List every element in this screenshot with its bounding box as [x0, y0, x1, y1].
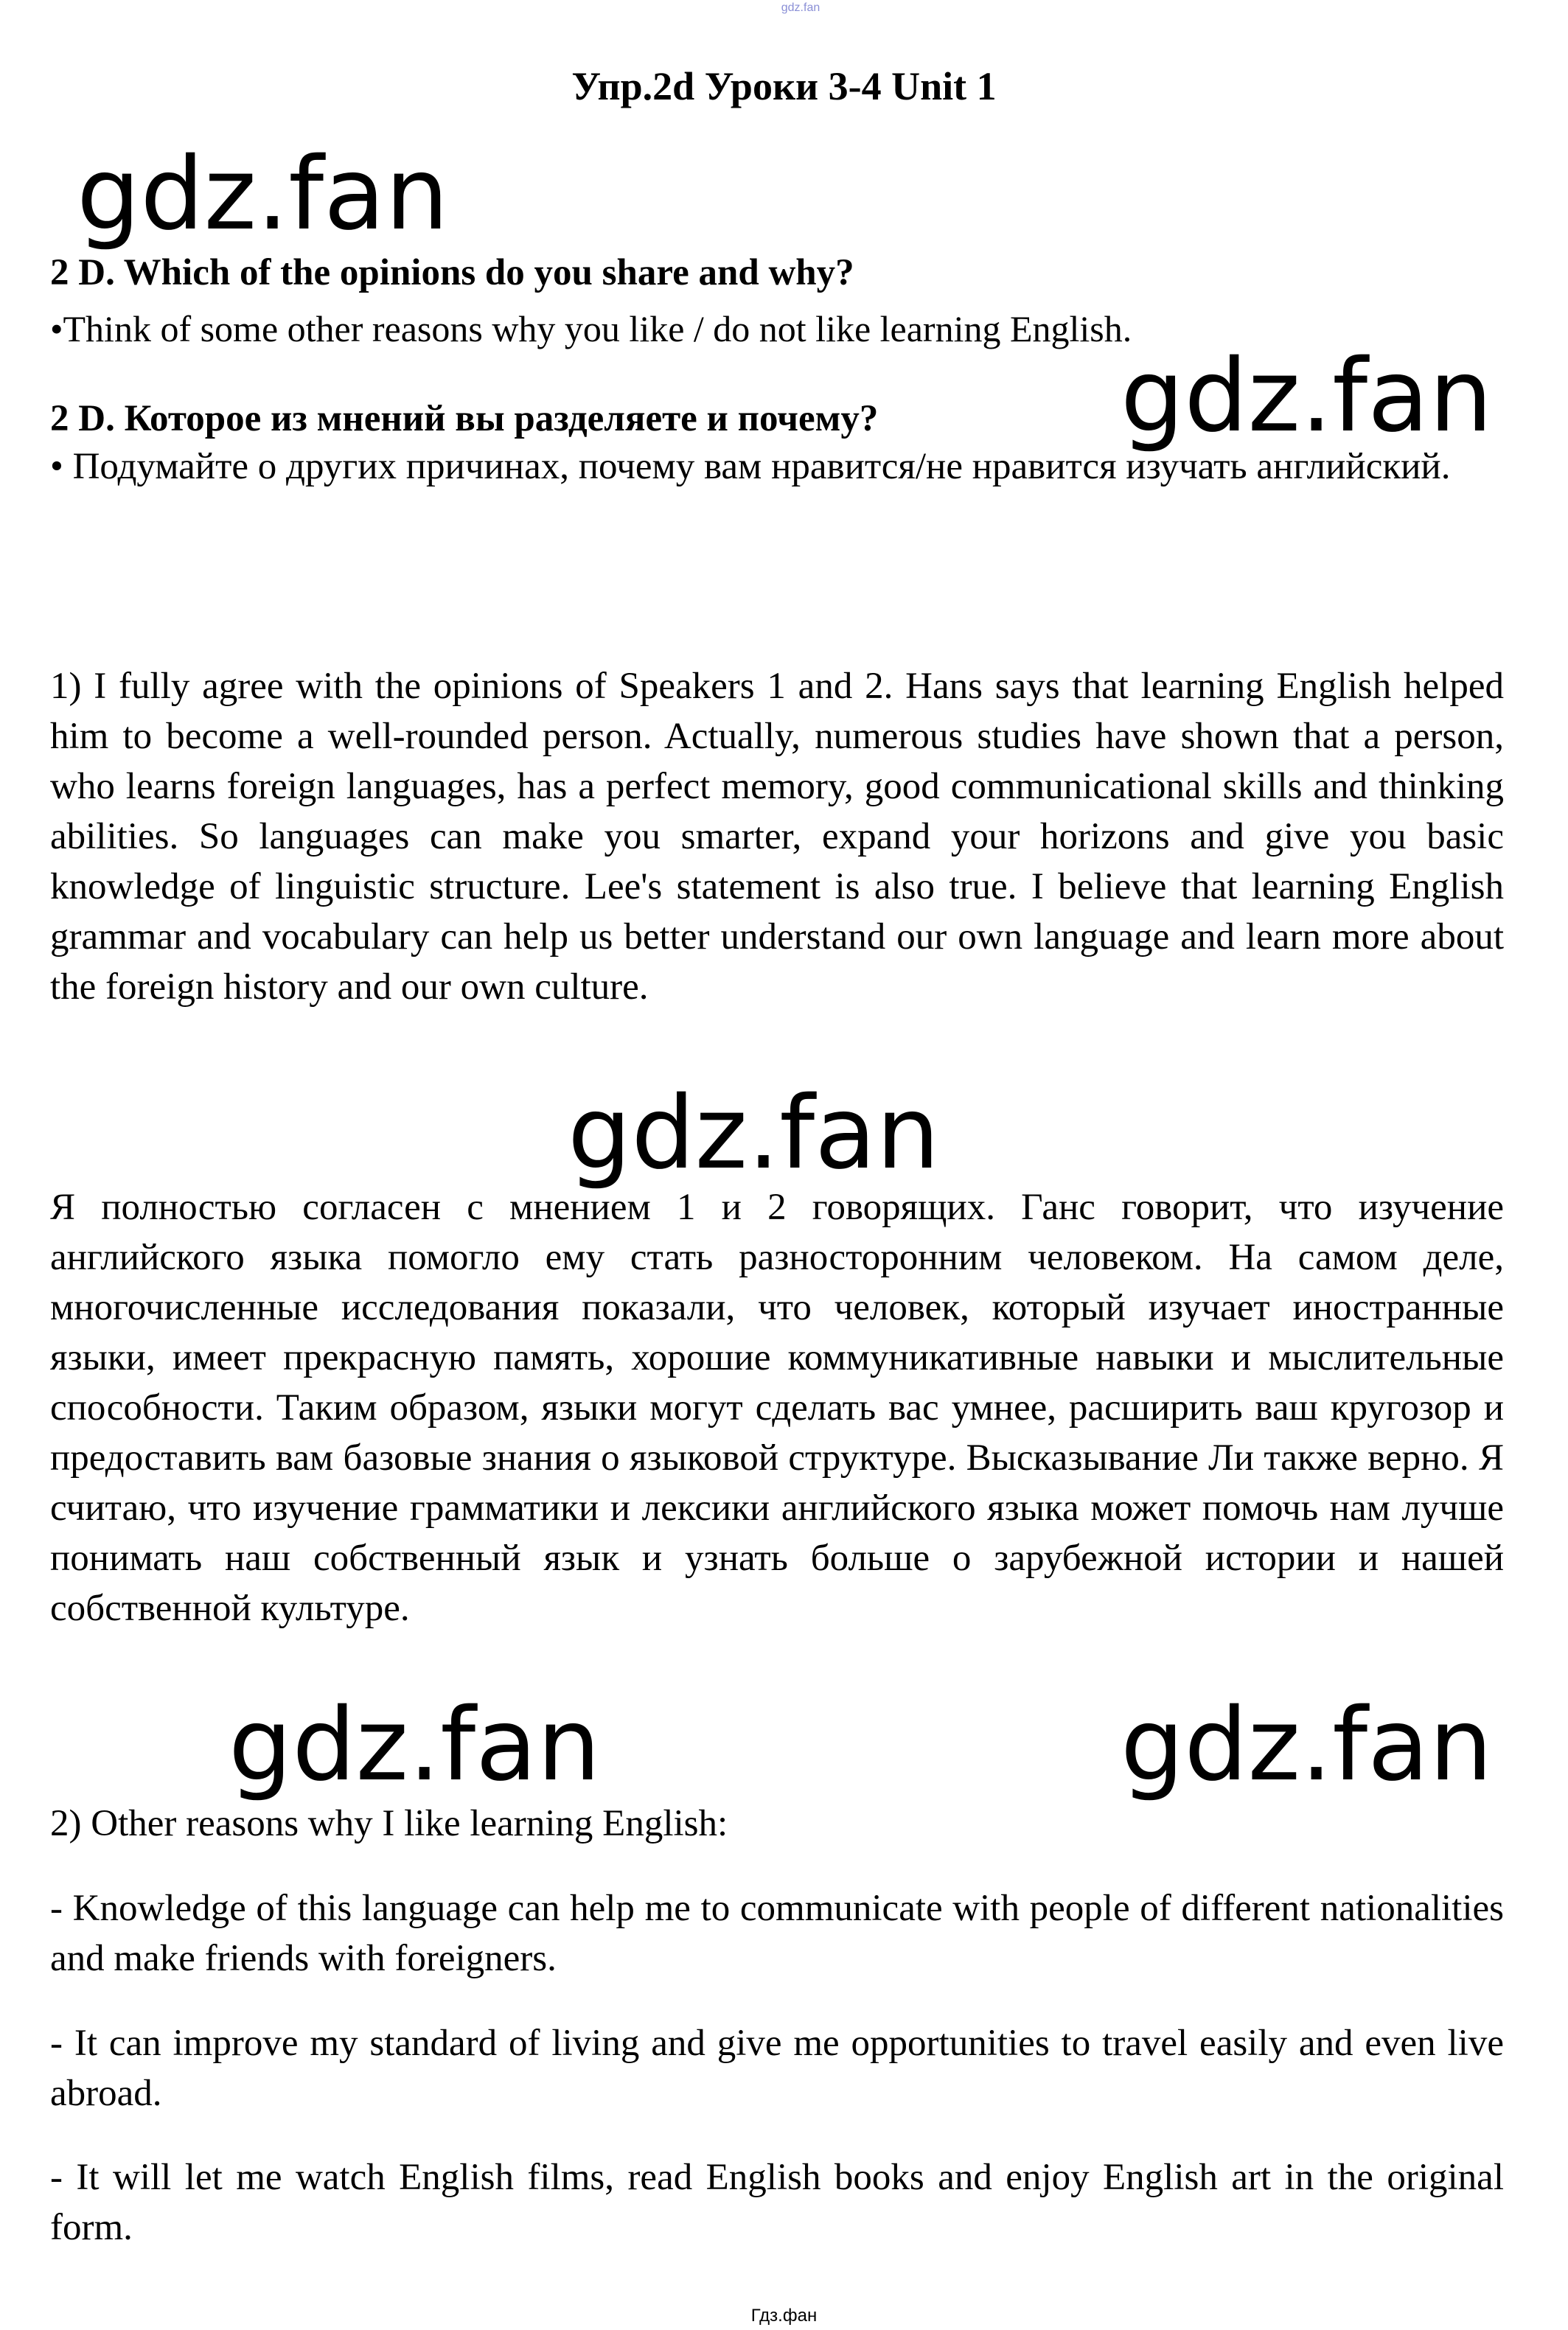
watermark-1: gdz.fan: [77, 136, 449, 253]
watermark-2: gdz.fan: [1121, 338, 1493, 455]
answer-1-english: 1) I fully agree with the opinions of Speakers 1 and 2. Hans says that learning English helped him to become a well-rounded person. Actually, numerous studies have shown that a person, who learns foreign languages, has a perfect memory, good communicational skills and thinking abilities. So languages can make you smarter, expand your horizons and give you basic knowledge of linguistic structure. Lee's statement is also true. I believe that learning English grammar and vocabulary can help us better understand our own language and learn more about the foreign history and our own culture.: [50, 666, 1504, 1008]
page-title: Упр.2d Уроки 3-4 Unit 1: [571, 64, 997, 108]
top-watermark: gdz.fan: [781, 1, 820, 14]
bottom-watermark: Гдз.фан: [750, 2306, 818, 2326]
reason-item-2: - It can improve my standard of living and give me opportunities to travel easily and even live abroad.: [50, 2023, 1504, 2114]
task-bullet-en: •Think of some other reasons why you like / do not like learning English.: [50, 308, 1132, 349]
task-heading-ru: 2 D. Которое из мнений вы разделяете и почему?: [50, 398, 879, 439]
answer-1-russian: Я полностью согласен с мнением 1 и 2 говорящих. Ганс говорит, что изучение английского языка помогло ему стать разносторонним человеком. На самом деле, многочисленные исследования показали, что человек, который изучает иностранные языки, имеет прекрасную память, хорошие коммуникативные навыки и мыслительные способности. Таким образом, языки могут сделать вас умнее, расширить ваш кругозор и предоставить вам базовые знания о языковой структуре. Высказывание Ли также верно. Я считаю, что изучение грамматики и лексики английского языка может помочь нам лучше понимать наш собственный язык и узнать больше о зарубежной истории и нашей собственной культуре.: [50, 1187, 1504, 1629]
watermark-3: gdz.fan: [568, 1075, 940, 1192]
reason-item-1: - Knowledge of this language can help me to communicate with people of different nationalities and make friends with foreigners.: [50, 1888, 1504, 1979]
task-heading-en: 2 D. Which of the opinions do you share and why?: [50, 252, 854, 293]
watermark-4: gdz.fan: [229, 1687, 601, 1804]
answer-2-intro: 2) Other reasons why I like learning English:: [50, 1803, 728, 1844]
task-bullet-ru: • Подумайте о других причинах, почему вам нравится/не нравится изучать английский.: [50, 446, 1451, 487]
reason-item-3: - It will let me watch English films, read English books and enjoy English art in the original form.: [50, 2157, 1504, 2248]
watermark-5: gdz.fan: [1121, 1687, 1493, 1804]
